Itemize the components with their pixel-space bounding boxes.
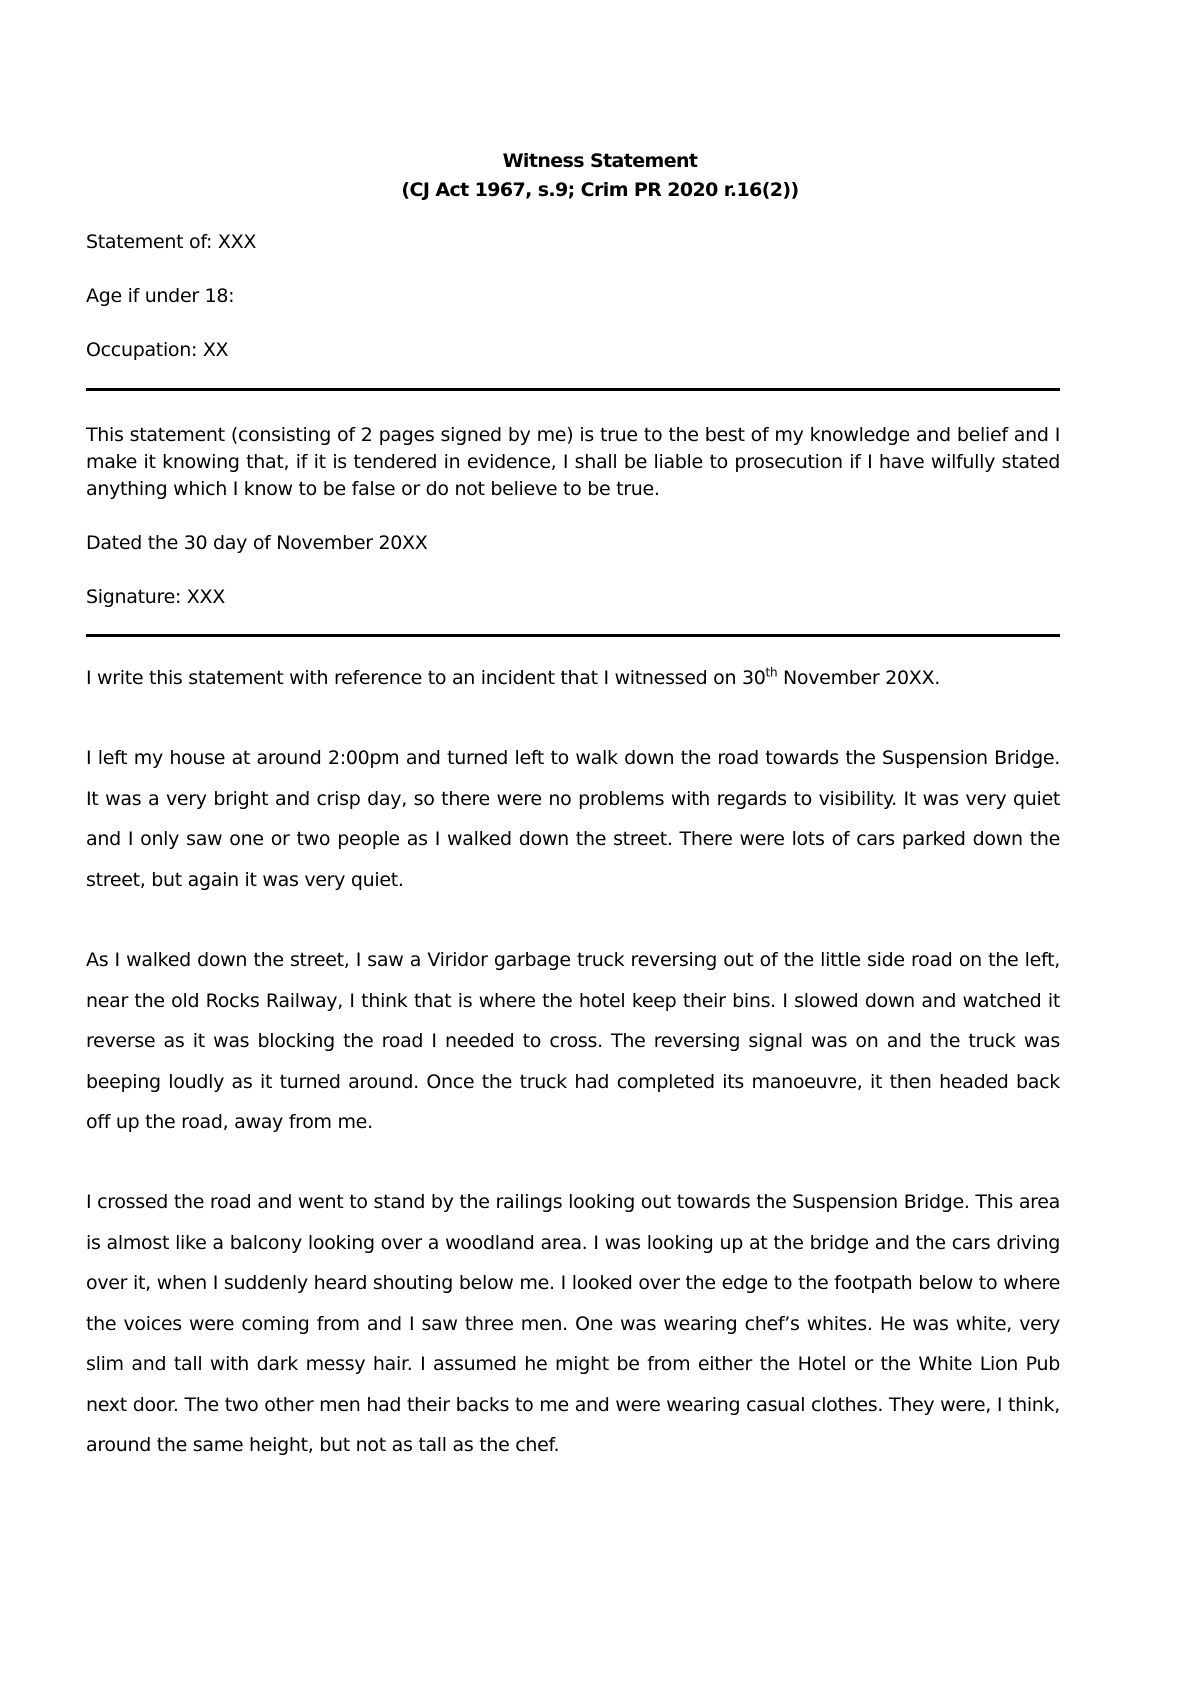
statement-of-field: Statement of: XXX [86,231,257,253]
age-field: Age if under 18: [86,285,235,307]
statement-intro [86,658,1060,699]
statement-paragraph: As I walked down the street, I saw a Viridor garbage truck reversing out of the little side road on the left, near the old Rocks Railway, I think that is where the hotel keep their bins. I slowed down and watched it reverse as it was blocking the road I needed to cross. The reversing signal was on and the truck was beeping loudly as it turned around. Once the truck had completed its manoeuvre, it then headed back off up the road, away from me. [86,949,1060,1133]
signature-field: Signature: XXX [86,586,225,608]
intro-ordinal-suffix: th [765,665,778,680]
occupation-field: Occupation: XX [86,339,229,361]
divider-rule-bottom [86,634,1060,637]
intro-text-after: November 20XX. [777,667,940,689]
intro-text-before: I write this statement with reference to an incident that I witnessed on 30 [86,667,766,689]
document-title: Witness Statement [502,150,698,172]
divider-rule-top [86,388,1060,391]
statement-paragraph: I crossed the road and went to stand by the railings looking out towards the Suspension Bridge. This area is almost like a balcony looking over a woodland area. I was looking up at the bridge and the cars driving over it, when I suddenly heard shouting below me. I looked over the edge to the footpath below to where the voices were coming from and I saw three men. One was wearing chef’s whites. He was white, very slim and tall with dark messy hair. I assumed he might be from either the Hotel or the White Lion Pub next door. The two other men had their backs to me and were wearing casual clothes. They were, I think, around the same height, but not as tall as the chef. [86,1191,1060,1456]
declaration-text: This statement (consisting of 2 pages signed by me) is true to the best of my knowledge and belief and I make it knowing that, if it is tendered in evidence, I shall be liable to prosecution if I have wilfully stated anything which I know to be false or do not believe to be true. [86,424,1060,500]
document-header [0,147,1200,205]
statement-paragraph: I left my house at around 2:00pm and turned left to walk down the road towards the Suspension Bridge. It was a very bright and crisp day, so there were no problems with regards to visibility. It was very quiet and I only saw one or two people as I walked down the street. There were lots of cars parked down the street, but again it was very quiet. [86,747,1060,891]
document-subtitle: (CJ Act 1967, s.9; Crim PR 2020 r.16(2)) [401,179,799,201]
dated-field: Dated the 30 day of November 20XX [86,532,428,554]
